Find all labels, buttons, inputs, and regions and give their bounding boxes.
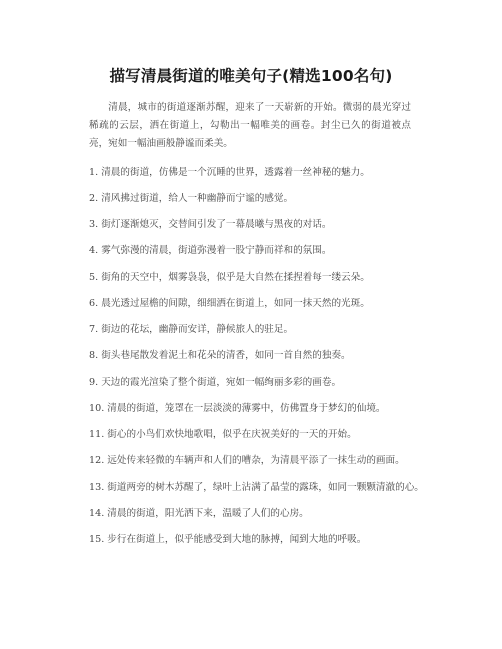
list-item: 15. 步行在街道上，似乎能感受到大地的脉搏，闻到大地的呼吸。: [89, 534, 367, 545]
intro-paragraph: 清晨，城市的街道逐渐苏醒，迎来了一天崭新的开始。微弱的晨光穿过稀疏的云层，洒在街道上，勾勒出一幅唯美的画卷。封尘已久的街道被点亮，宛如一幅油画般静谧而柔美。: [89, 102, 411, 149]
list-item: 7. 街边的花坛，幽静而安详，静候旅人的驻足。: [89, 324, 294, 335]
list-item: 13. 街道两旁的树木苏醒了，绿叶上沾满了晶莹的露珠，如同一颗颗清澈的心。: [89, 482, 424, 493]
list-item: 12. 远处传来轻微的车辆声和人们的嘈杂，为清晨平添了一抹生动的画面。: [89, 455, 405, 466]
list-item: 14. 清晨的街道，阳光洒下来，温暖了人们的心房。: [89, 508, 309, 519]
list-item: 5. 街角的天空中，烟雾袅袅，似乎是大自然在揉捏着每一缕云朵。: [89, 272, 370, 283]
list-item: 11. 街心的小鸟们欢快地歌唱，似乎在庆祝美好的一天的开始。: [89, 429, 357, 440]
list-item: 10. 清晨的街道，笼罩在一层淡淡的薄雾中，仿佛置身于梦幻的仙境。: [89, 403, 386, 414]
list-item: 3. 街灯逐渐熄灭，交替间引发了一幕晨曦与黑夜的对话。: [89, 219, 332, 230]
list-item: 8. 街头巷尾散发着泥土和花朵的清香，如同一首自然的独奏。: [89, 350, 351, 361]
list-item: 1. 清晨的街道，仿佛是一个沉睡的世界，透露着一丝神秘的魅力。: [89, 167, 370, 178]
list-item: 9. 天边的霞光渲染了整个街道，宛如一幅绚丽多彩的画卷。: [89, 377, 342, 388]
list-item: 2. 清风拂过街道，给人一种幽静而宁谧的感觉。: [89, 193, 294, 204]
list-item: 6. 晨光透过屋檐的间隙，细细洒在街道上，如同一抹天然的光斑。: [89, 298, 370, 309]
document-title: 描写清晨街道的唯美句子(精选100名句): [109, 67, 393, 85]
list-item: 4. 雾气弥漫的清晨，街道弥漫着一股宁静而祥和的氛围。: [89, 245, 332, 256]
